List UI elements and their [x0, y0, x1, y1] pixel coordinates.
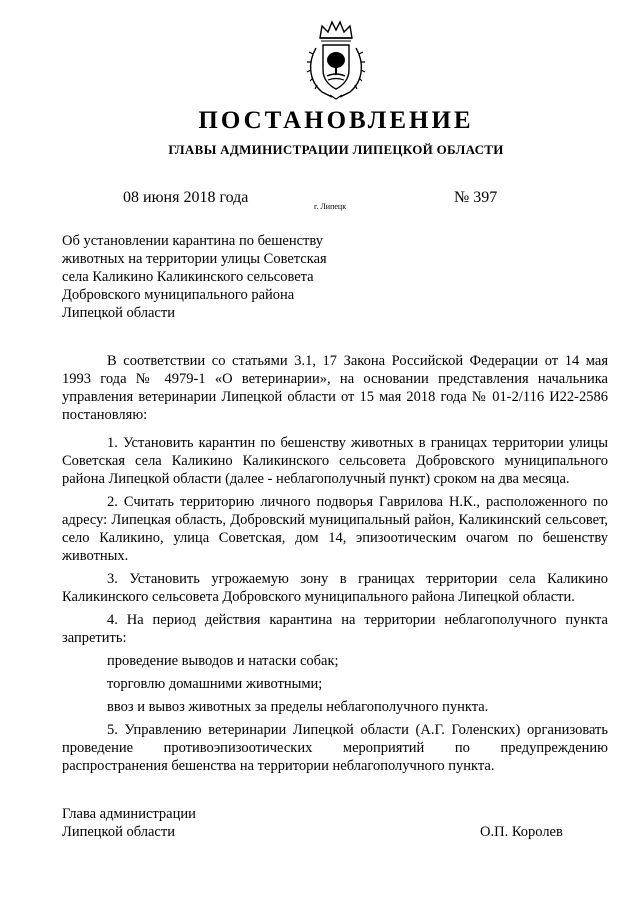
body-item-2: 2. Считать территорию личного подворья Гаврилова Н.К., расположенного по адресу: Липецкая область, Добровский муниципальный район, Каликинский сельсовет, село Каликино, улица Советская, дом 14, эпизоотическим очагом по бешенству животных.	[62, 494, 608, 564]
subject-line: села Каликино Каликинского сельсовета	[62, 269, 314, 285]
document-body	[62, 352, 608, 780]
prohibition-item: ввоз и вывоз животных за пределы неблагополучного пункта.	[107, 699, 489, 715]
body-item-5: 5. Управлению ветеринарии Липецкой области (А.Г. Голенских) организовать проведение противоэпизоотических мероприятий по предупреждению распространения бешенства на территории неблагополучного пункта.	[62, 722, 608, 774]
prohibition-item: торговлю домашними животными;	[107, 676, 323, 692]
subject-line: Добровского муниципального района	[62, 287, 295, 303]
body-item-4: 4. На период действия карантина на территории неблагополучного пункта запретить:	[62, 612, 608, 646]
prohibition-item: проведение выводов и натаски собак;	[107, 653, 339, 669]
document-date: 08 июня 2018 года	[123, 189, 249, 206]
signatory-position-line1: Глава администрации	[62, 806, 196, 822]
body-item-1: 1. Установить карантин по бешенству животных в границах территории улицы Советская села Каликино Каликинского сельсовета Добровского муниципального района Липецкой области (далее - неблагополучный пункт) сроком на два месяца.	[62, 435, 608, 487]
document-city: г. Липецк	[314, 202, 347, 211]
body-item-3: 3. Установить угрожаемую зону в границах территории села Каликино Каликинского сельсовета Добровского муниципального района Липецкой области.	[62, 571, 608, 605]
document-issuer: ГЛАВЫ АДМИНИСТРАЦИИ ЛИПЕЦКОЙ ОБЛАСТИ	[168, 142, 504, 157]
prohibition-list	[62, 652, 608, 716]
signatory-name: О.П. Королев	[480, 824, 563, 840]
subject-line: Об установлении карантина по бешенству	[62, 233, 323, 249]
document-title: ПОСТАНОВЛЕНИЕ	[198, 107, 474, 134]
coat-of-arms-emblem	[306, 18, 366, 100]
subject-line: животных на территории улицы Советская	[62, 251, 327, 267]
body-intro-paragraph: В соответствии со статьями 3.1, 17 Закона Российской Федерации от 14 мая 1993 года № 4979-1 «О ветеринарии», на основании представления начальника управления ветеринарии Липецкой области от 15 мая 2018 года № 01-2/116 И22-2586 постановляю:	[62, 353, 608, 423]
subject-line: Липецкой области	[62, 305, 175, 321]
signatory-position-line2: Липецкой области	[62, 824, 175, 840]
document-subject	[62, 232, 362, 322]
document-number: № 397	[454, 189, 498, 206]
